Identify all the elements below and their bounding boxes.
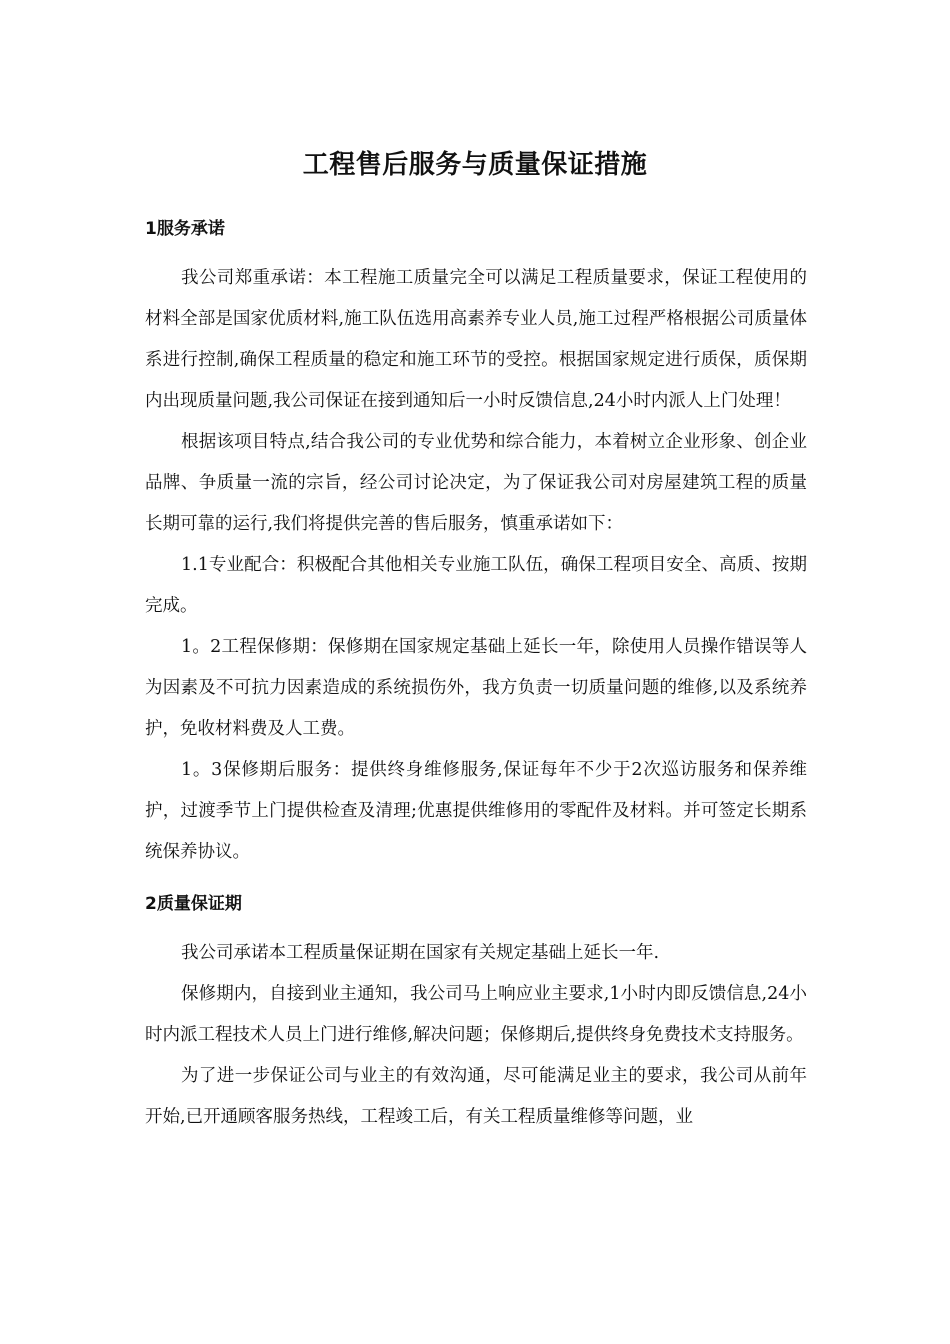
section-spacer [145, 873, 807, 887]
paragraph: 根据该项目特点,结合我公司的专业优势和综合能力，本着树立企业形象、创企业品牌、争质量一流的宗旨，经公司讨论决定，为了保证我公司对房屋建筑工程的质量长期可靠的运行,我们将提供完善的售后服务，慎重承诺如下： [145, 432, 807, 534]
document-title: 工程售后服务与质量保证措施 [302, 150, 648, 180]
paragraph: 保修期内，自接到业主通知，我公司马上响应业主要求,1小时内即反馈信息,24小时内派工程技术人员上门进行维修,解决问题；保修期后,提供终身免费技术支持服务。 [145, 984, 807, 1045]
paragraph: 我公司郑重承诺：本工程施工质量完全可以满足工程质量要求，保证工程使用的材料全部是国家优质材料,施工队伍选用高素养专业人员,施工过程严格根据公司质量体系进行控制,确保工程质量的稳定和施工环节的受控。根据国家规定进行质保，质保期内出现质量问题,我公司保证在接到通知后一小时反馈信息,24小时内派人上门处理！ [145, 268, 807, 411]
paragraph: 为了进一步保证公司与业主的有效沟通，尽可能满足业主的要求，我公司从前年开始,已开通顾客服务热线，工程竣工后，有关工程质量维修等问题，业 [145, 1066, 807, 1127]
paragraph: 1。3保修期后服务：提供终身维修服务,保证每年不少于2次巡访服务和保养维护，过渡季节上门提供检查及清理;优惠提供维修用的零配件及材料。并可签定长期系统保养协议。 [145, 760, 807, 862]
section-heading: 1服务承诺 [145, 219, 225, 239]
document-body [145, 212, 807, 1138]
section-heading: 2质量保证期 [145, 894, 242, 914]
paragraph: 我公司承诺本工程质量保证期在国家有关规定基础上延长一年. [181, 943, 660, 963]
section-service-commitment [145, 212, 807, 873]
section-quality-warranty [145, 887, 807, 1138]
paragraph: 1。2工程保修期：保修期在国家规定基础上延长一年，除使用人员操作错误等人为因素及不可抗力因素造成的系统损伤外，我方负责一切质量问题的维修,以及系统养护，免收材料费及人工费。 [145, 637, 807, 739]
paragraph: 1.1专业配合：积极配合其他相关专业施工队伍，确保工程项目安全、高质、按期完成。 [145, 555, 807, 616]
